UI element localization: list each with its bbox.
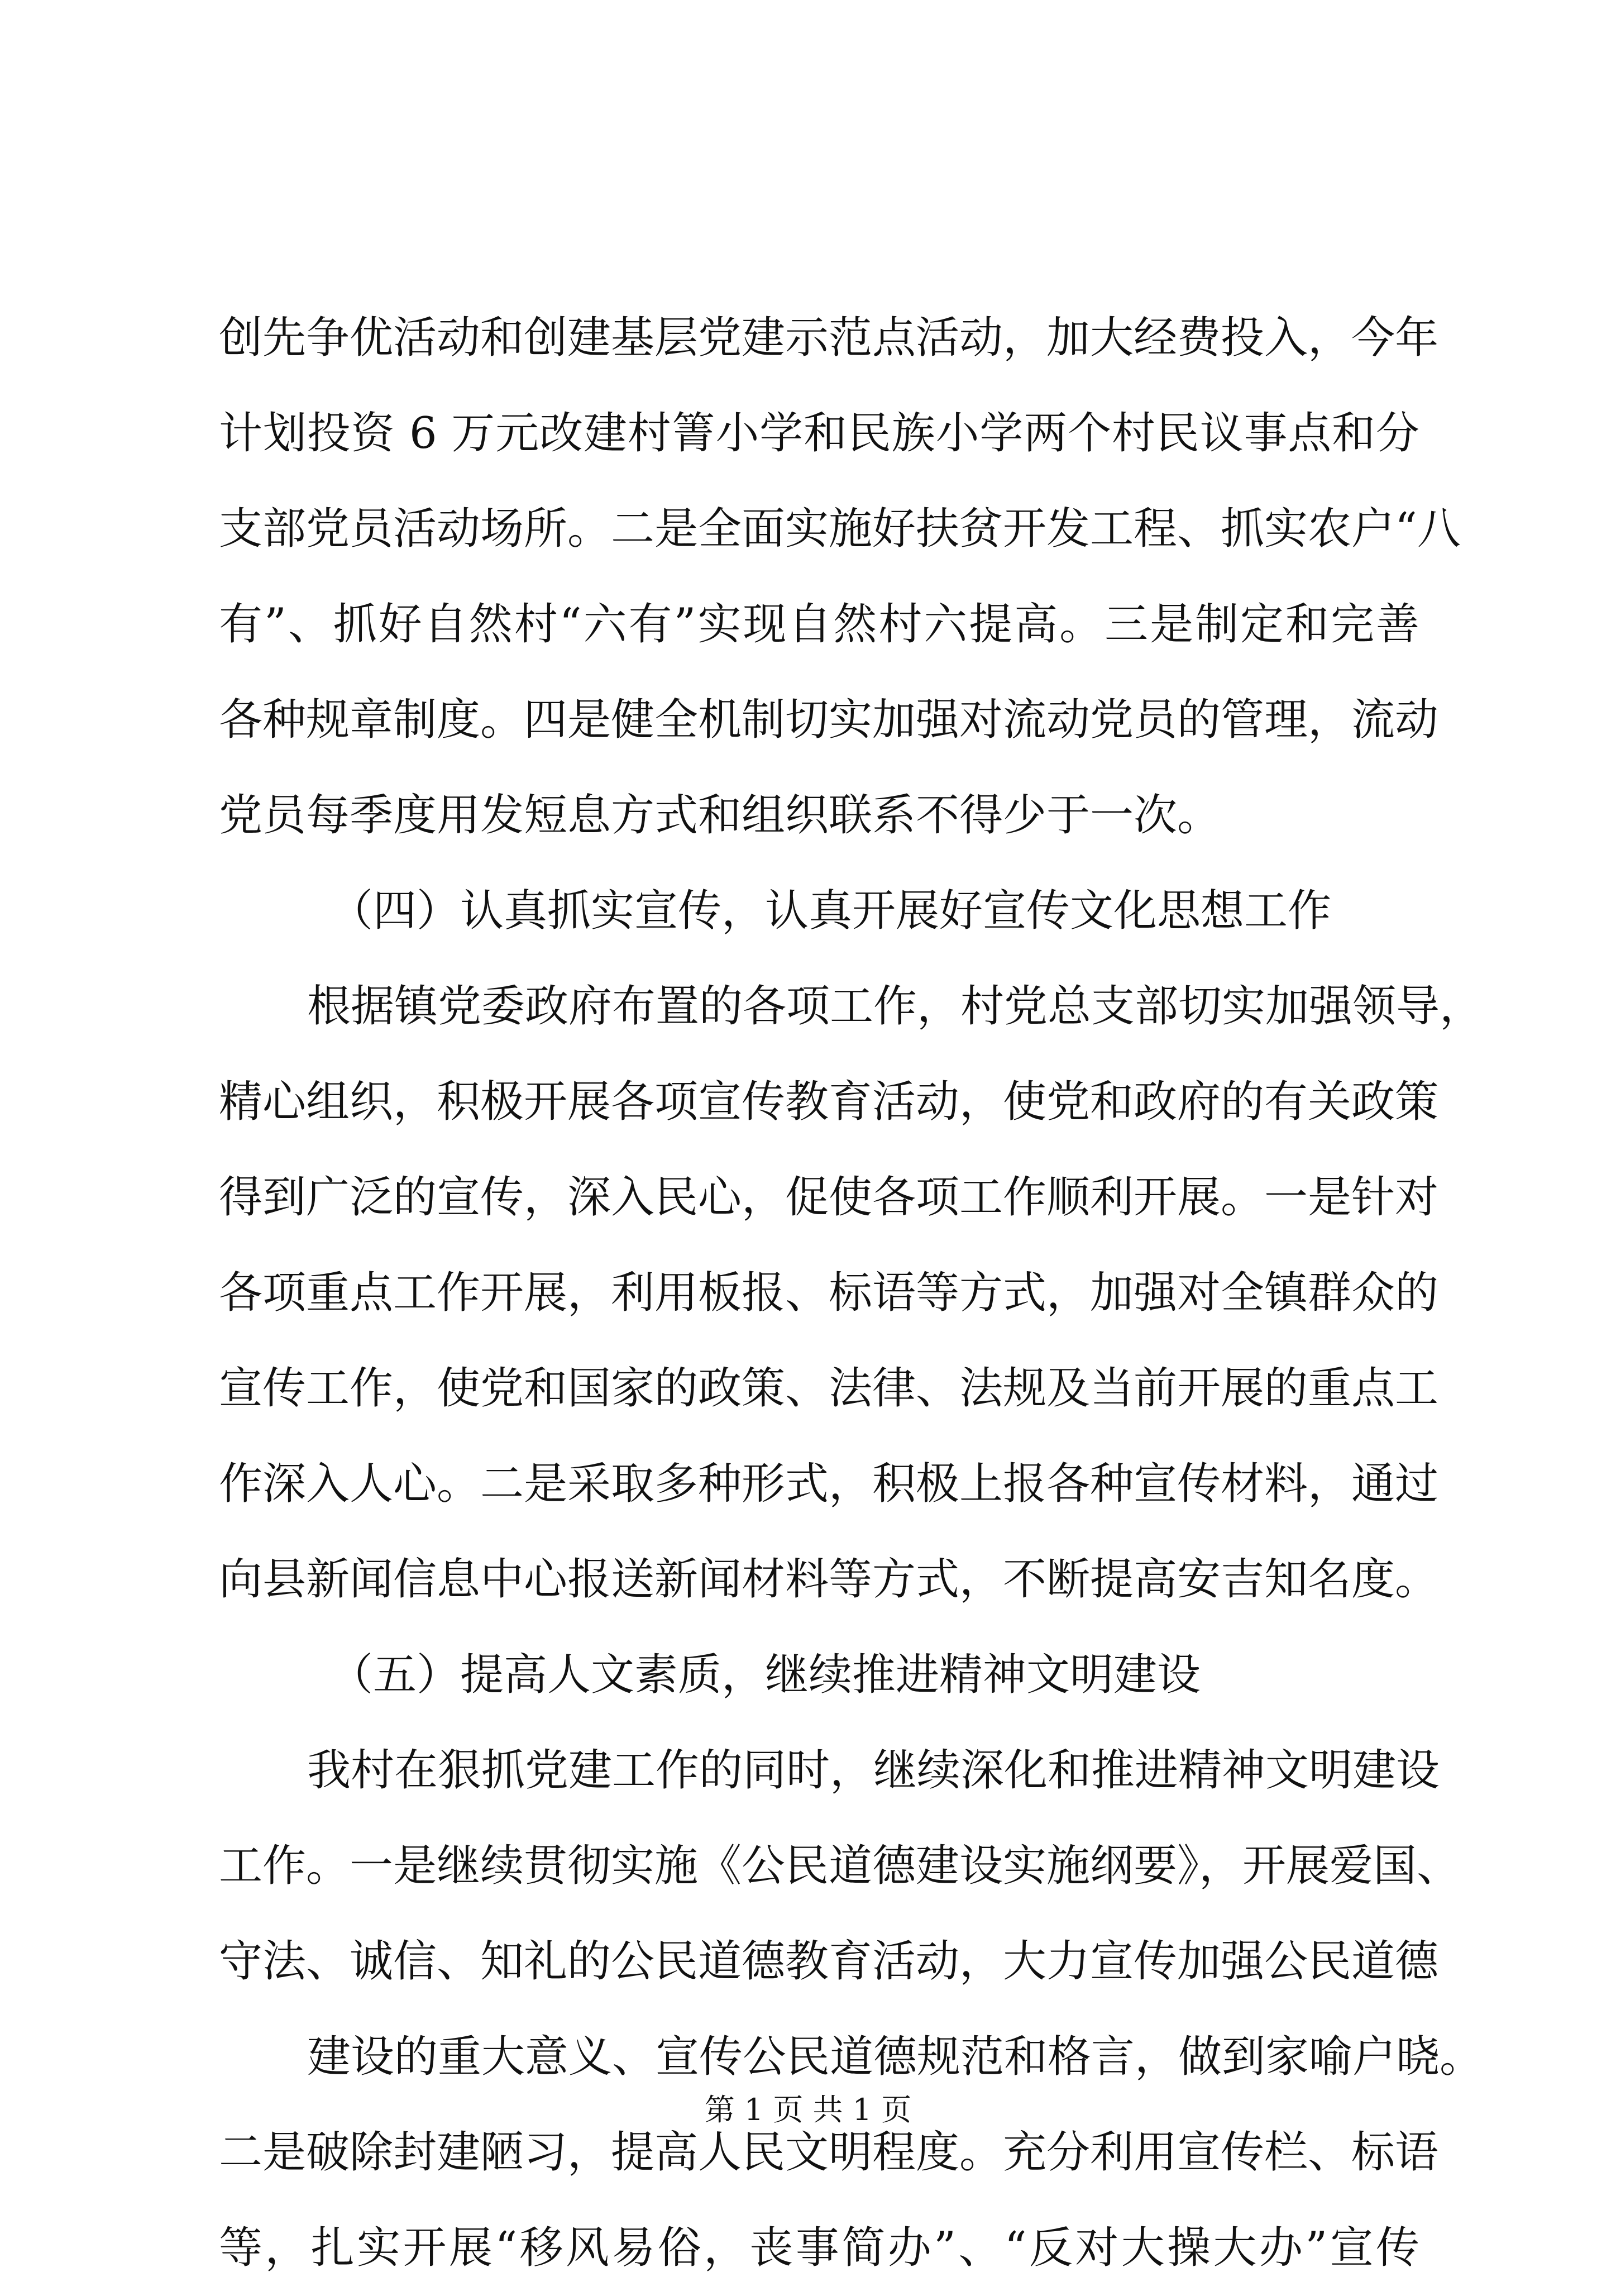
text-line: 得到广泛的宣传，深入民心，促使各项工作顺利开展。一是针对 [219,1172,1439,1223]
text-line: 作深入人心。二是采取多种形式，积极上报各种宣传材料，通过 [219,1459,1439,1509]
text-line: 各项重点工作开展，利用板报、标语等方式，加强对全镇群众的 [219,1268,1439,1318]
text-line: 工作。一是继续贯彻实施《公民道德建设实施纲要》，开展爱国、 [219,1841,1461,1891]
text-line: 精心组织，积极开展各项宣传教育活动，使党和政府的有关政策 [219,1077,1439,1127]
text-line: 守法、诚信、知礼的公民道德教育活动，大力宣传加强公民道德 [219,1936,1439,1987]
text-line: 我村在狠抓党建工作的同时，继续深化和推进精神文明建设 [307,1745,1440,1796]
section-heading: （五）提高人文素质，继续推进精神文明建设 [329,1650,1201,1700]
page-number: 第 1 页 共 1 页 [704,2092,912,2127]
text-line: 等，扎实开展“移风易俗，丧事简办”、“反对大操大办”宣传 [219,2223,1419,2273]
text-line: 各种规章制度。四是健全机制切实加强对流动党员的管理，流动 [219,695,1439,745]
text-line: 有”、抓好自然村“六有”实现自然村六提高。三是制定和完善 [219,599,1419,650]
text-line: 建设的重大意义、宣传公民道德规范和格言，做到家喻户晓。 [307,2032,1484,2082]
section-heading: （四）认真抓实宣传，认真开展好宣传文化思想工作 [329,886,1332,936]
text-line: 计划投资 6 万元改建村箐小学和民族小学两个村民议事点和分 [219,408,1419,459]
text-line: 党员每季度用发短息方式和组织联系不得少于一次。 [219,790,1221,841]
document-body [219,290,1484,2296]
text-line: 二是破除封建陋习，提高人民文明程度。充分利用宣传栏、标语 [219,2127,1439,2178]
text-line: 宣传工作，使党和国家的政策、法律、法规及当前开展的重点工 [219,1363,1439,1414]
text-line: 根据镇党委政府布置的各项工作，村党总支部切实加强领导， [307,981,1484,1032]
text-line: 向县新闻信息中心报送新闻材料等方式，不断提高安吉知名度。 [219,1554,1439,1605]
text-line: 创先争优活动和创建基层党建示范点活动，加大经费投入，今年 [219,313,1439,363]
page-footer [0,2088,1616,2132]
text-line: 支部党员活动场所。二是全面实施好扶贫开发工程、抓实农户“八 [219,504,1461,554]
